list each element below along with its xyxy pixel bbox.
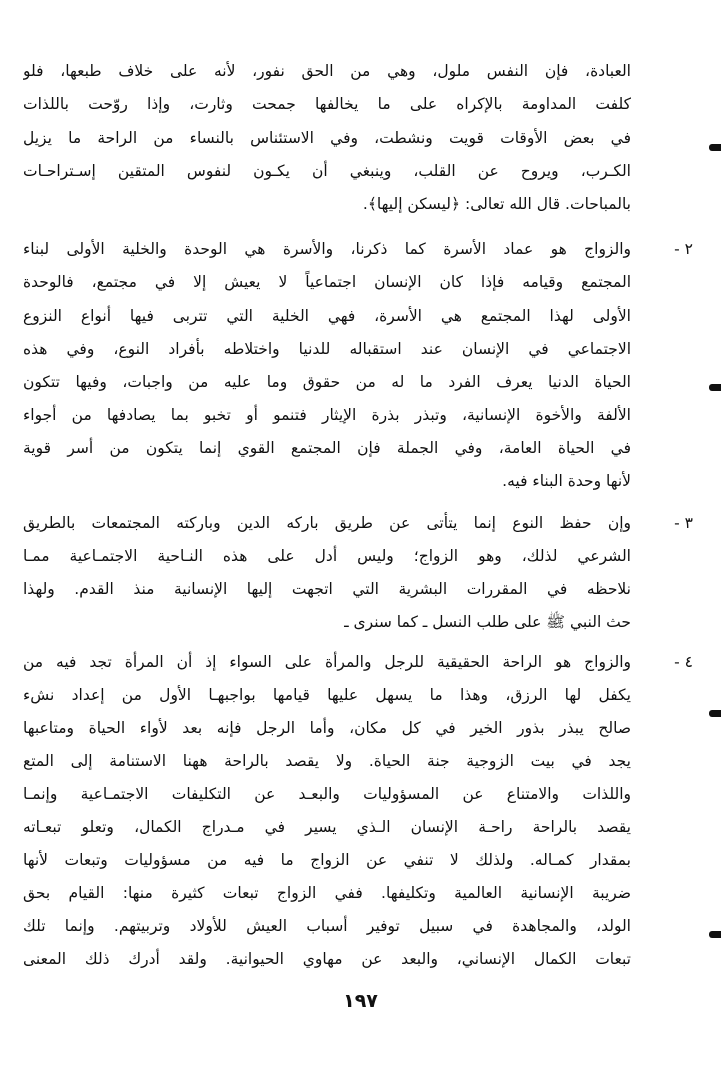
text-line: كلفت المداومة بالإكراه على ما يخالفها جمحت وثارت، وإذا روّحت باللذات — [23, 95, 631, 113]
item-number: ٣ - — [674, 514, 693, 532]
text-line: نلاحظه في المقررات البشرية التي اتجهت إليها الإنسانية منذ القدم. ولهذا — [23, 580, 631, 598]
text-line: واللذات والامتناع عن المسؤوليات والبعـد عن التكليفات الاجتمـاعية وإنمـا — [23, 785, 631, 803]
text-line: والزواج هو الراحة الحقيقية للرجل والمرأة على السواء إذ أن المرأة تجد فيه من — [23, 653, 631, 671]
text-line: يقصد بالراحة راحـة الإنسان الـذي يسير في مـدراج الكمال، وتعلو تبعـاته — [23, 818, 631, 836]
text-line: والزواج هو عماد الأسرة كما ذكرنا، والأسرة هي الوحدة والخلية الأولى لبناء — [23, 240, 631, 258]
scan-mark — [709, 710, 721, 717]
scan-mark — [709, 384, 721, 391]
page-number: ١٩٧ — [343, 990, 378, 1012]
text-line: بمقدار كمـاله. ولذلك لا تنفي عن الزواج ما فيه من مسؤوليات وتبعات لأنها — [23, 851, 631, 869]
scan-mark — [709, 931, 721, 938]
text-line: الألفة والأخوة الإنسانية، وتبذر بذرة الإيثار فتنمو أو تخبو بما يصادفها من أجواء — [23, 406, 631, 424]
text-line: العبادة، فإن النفس ملول، وهي من الحق نفور، لأنه على خلاف طبعها، فلو — [23, 62, 631, 80]
text-line: حث النبي ﷺ على طلب النسل ـ كما سنرى ـ — [344, 613, 631, 631]
item-number: ٤ - — [674, 653, 693, 671]
text-line: صالح يبذر بذور الخير في كل مكان، وأما الرجل فإنه بعد لأواء الحياة ومتاعبها — [23, 719, 631, 737]
text-line: الأولى لهذا المجتمع هي الأسرة، فهي الخلية التي تتربى فيها أنواع النزوع — [23, 307, 631, 325]
scan-mark — [709, 144, 721, 151]
text-line: يكفل لها الرزق، وهذا ما يسهل عليها قيامها بواجبهـا الأول من إعداد نشء — [23, 686, 631, 704]
text-line: الاجتماعي في الإنسان عند استقباله للدنيا واختلاطه بأفراد النوع، وفي هذه — [23, 340, 631, 358]
text-line: ضريبة الإنسانية العالمية وتكليفها. ففي الزواج تبعات كثيرة منها: القيام بحق — [23, 884, 631, 902]
text-line: في الحياة العامة، وفي الجملة فإن المجتمع القوي إنما يتكون من أسر قوية — [23, 439, 631, 457]
text-line: وإن حفظ النوع إنما يتأتى عن طريق باركه الدين وباركته المجتمعات بالطريق — [23, 514, 631, 532]
text-line: الشرعي لذلك، وهو الزواج؛ وليس أدل على هذه النـاحية الاجتمـاعية ممـا — [23, 547, 631, 565]
text-line: لأنها وحدة البناء فيه. — [502, 472, 631, 490]
text-line: بالمباحات. قال الله تعالى: ﴿ليسكن إليها﴾. — [362, 195, 631, 213]
text-line: الحياة الدنيا يعرف الفرد ما له من حقوق وما عليه من واجبات، وفيها تتكون — [23, 373, 631, 391]
text-line: الولد، والمجاهدة في سبيل توفير أسباب العيش للأولاد وتربيتهم. وإنما تلك — [23, 917, 631, 935]
text-line: تبعات الكمال الإنساني، والبعد عن مهاوي الحيوانية. ولقد أدرك ذلك المعنى — [23, 950, 631, 968]
text-line: يجد في بيت الزوجية جنة الحياة. ولا يقصد بالراحة ههنا الاستنامة إلى المتع — [23, 752, 631, 770]
text-line: في بعض الأوقات قويت ونشطت، وفي الاستئناس بالنساء من الراحة ما يزيل — [23, 129, 631, 147]
text-line: الكـرب، ويروح عن القلب، وينبغي أن يكـون لنفوس المتقين إسـتراحـات — [23, 162, 631, 180]
item-number: ٢ - — [674, 240, 693, 258]
text-line: المجتمع وقيامه فإذا كان الإنسان اجتماعياً لا يعيش إلا في مجتمع، فالوحدة — [23, 273, 631, 291]
